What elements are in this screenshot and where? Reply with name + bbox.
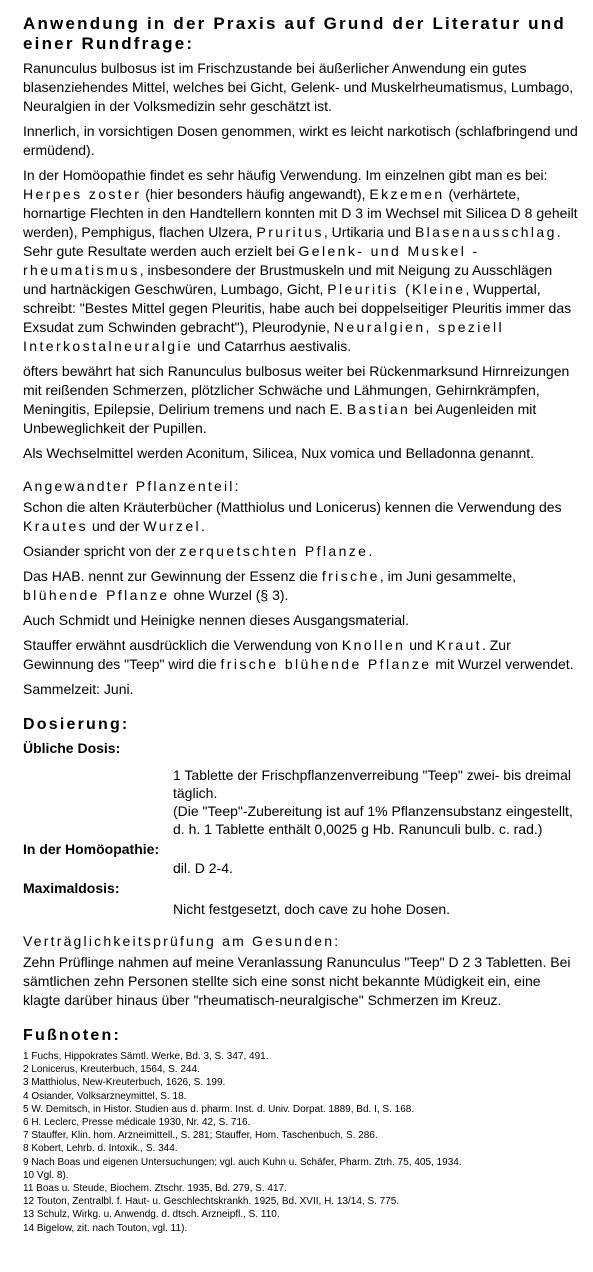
text-run: , insbesondere der Brustmuskeln und mit Neigung zu Ausschlägen und hartnäckigen Geschwüren, Lumbago, Gicht,: [23, 262, 553, 297]
text-run: .: [201, 518, 205, 534]
spaced-term-gelenk-muskelrheumatismus: Gelenk- und Muskel - rheumatismus: [23, 243, 480, 278]
text-run: . Zur Gewinnung des "Teep" wird die: [23, 637, 511, 672]
text-run: Schon die alten Kräuterbücher (Matthiolus und Lonicerus) kennen die Verwendung des: [23, 499, 562, 515]
pflanzenteil-paragraph-6: Sammelzeit: Juni.: [23, 681, 134, 697]
footnote-item: 5 W. Demitsch, in Histor. Studien aus d. pharm. Inst. d. Univ. Dorpat. 1889, Bd. I, S. 168.: [23, 1103, 415, 1115]
spaced-term-wurzel: Wurzel: [143, 518, 202, 534]
footnote-item: 1 Fuchs, Hippokrates Sämtl. Werke, Bd. 3, S. 347, 491.: [23, 1051, 269, 1062]
spaced-term-knollen: Knollen: [341, 637, 406, 653]
footnote-item: 11 Boas u. Steude, Biochem. Ztschr. 1935, Bd. 279, S. 417.: [23, 1183, 287, 1195]
text-run: , im Juni gesammelte,: [379, 568, 517, 584]
dosage-usual: [23, 739, 579, 838]
spaced-term-ekzemen: Ekzemen: [369, 186, 445, 202]
footnote-item: 10 Vgl. 8).: [23, 1169, 69, 1181]
footnote-item: 4 Osiander, Volksarzneymittel, S. 18.: [23, 1090, 187, 1102]
footnote-item: 12 Touton, Zentralbl. f. Haut- u. Geschlechtskrankh. 1925, Bd. XVII, H. 13/14, S. 775.: [23, 1196, 400, 1208]
pflanzenteil-paragraph-4: Auch Schmidt und Heinigke nennen dieses Ausgangsmaterial.: [23, 612, 410, 628]
document-page: [23, 14, 579, 1235]
text-run: und der: [88, 518, 144, 534]
pflanzenteil-paragraph-1: [23, 498, 579, 536]
text-run: und Catarrhus aestivalis.: [193, 338, 352, 354]
praxis-paragraph-3: [23, 166, 579, 356]
dosage-maximum: [23, 879, 579, 918]
praxis-paragraph-4: [23, 362, 579, 438]
text-run: Das HAB. nennt zur Gewinnung der Essenz die: [23, 568, 322, 584]
footnote-item: 14 Bigelow, zit. nach Touton, vgl. 11).: [23, 1222, 188, 1234]
spaced-term-frische: frische: [321, 568, 380, 584]
section-heading-pflanzenteil: Angewandter Pflanzenteil:: [23, 478, 241, 494]
text-run: , Urtikaria und: [323, 224, 415, 240]
footnote-item: 13 Schulz, Wirkg. u. Anwendg. d. dtsch. Arzneipfl., S. 110.: [23, 1209, 280, 1221]
spaced-term-bluehende-pflanze: blühende Pflanze: [23, 587, 170, 603]
spaced-term-neuralgien: Neuralgien, speziell Interkostalneuralgie: [23, 319, 504, 354]
pflanzenteil-paragraph-5: [23, 636, 579, 674]
text-run: Osiander spricht von der: [23, 543, 180, 559]
pflanzenteil-paragraph-3: [23, 567, 579, 605]
section-heading-fussnoten: Fußnoten:: [23, 1027, 121, 1044]
text-run: Stauffer erwähnt ausdrücklich die Verwendung von: [23, 637, 342, 653]
pflanzenteil-paragraph-2: [23, 542, 579, 561]
footnote-list: [23, 1050, 579, 1235]
text-run: . Sehr gute Resultate werden auch erzielt bei: [23, 224, 561, 259]
footnote-item: 9 Nach Boas und eigenen Untersuchungen; vgl. auch Kuhn u. Schäfer, Pharm. Ztrh. 75, 405, 1934.: [23, 1156, 462, 1168]
text-run: und: [405, 637, 437, 653]
vertraeglichkeit-paragraph: Zehn Prüflinge nahmen auf meine Veranlassung Ranunculus "Teep" D 2 3 Tabletten. Bei sämtlichen zehn Personen stellte sich eine sonst nicht bekannte Müdigkeit ein, eine klagte darüber hinaus über "rheumatisch-neuralgische" Schmerzen im Kreuz.: [23, 954, 571, 1008]
text-run: öfters bewährt hat sich Ranunculus bulbosus weiter bei Rückenmarksund Hirnreizungen mit reißenden Schmerzen, plötzlicher Schwäche und Lähmungen, Gehirnkrämpfen, Meningitis, Epilepsie, Delirium tremens und nach E.: [23, 363, 570, 417]
text-run: , Wuppertal, schreibt: "Bestes Mittel gegen Pleuritis, habe auch bei doppelseitiger Pleuritis immer das Exsudat zum Schwinden gebracht"), Pleurodynie,: [23, 281, 572, 335]
spaced-term-frische-bluehende-pflanze: frische blühende Pflanze: [220, 656, 432, 672]
text-run: In der Homöopathie findet es sehr häufig Verwendung. Im einzelnen gibt man es bei:: [23, 167, 548, 183]
dosage-homoeopathy: [23, 840, 579, 877]
praxis-paragraph-1: Ranunculus bulbosus ist im Frischzustande bei äußerlicher Anwendung ein gutes blasenziehendes Mittel, welches bei Gicht, Gelenk- und Muskelrheumatismus, Lumbago, Neuralgien in der Volksmedizin sehr geschätzt ist.: [23, 60, 574, 114]
spaced-term-zerquetschten-pflanze: zerquetschten Pflanze: [179, 543, 369, 559]
text-run: mit Wurzel verwendet.: [431, 656, 574, 672]
praxis-paragraph-5: Als Wechselmittel werden Aconitum, Silicea, Nux vomica und Belladonna genannt.: [23, 445, 535, 461]
spaced-term-pruritus: Pruritus: [256, 224, 324, 240]
dosage-usual-value: 1 Tablette der Frischpflanzenverreibung "Teep" zwei- bis dreimal täglich.: [173, 767, 571, 801]
section-heading-vertraeglichkeit: Verträglichkeitsprüfung am Gesunden:: [23, 933, 341, 949]
spaced-term-bastian: Bastian: [346, 401, 411, 417]
footnote-item: 2 Lonicerus, Kreuterbuch, 1564, S. 244.: [23, 1064, 200, 1076]
spaced-term-pleuritis: Pleuritis (Kleine: [327, 281, 466, 297]
dosage-usual-label: Übliche Dosis:: [23, 740, 121, 756]
dosage-homoeopathy-label: In der Homöopathie:: [23, 841, 160, 857]
dosage-maximum-label: Maximaldosis:: [23, 880, 120, 896]
dosage-homoeopathy-value: dil. D 2-4.: [173, 860, 233, 876]
section-heading-dosierung: Dosierung:: [23, 716, 130, 733]
page-title: Anwendung in der Praxis auf Grund der Literatur und einer Rundfrage:: [23, 14, 566, 53]
text-run: bei Augenleiden mit Unbeweglichkeit der Pupillen.: [23, 401, 537, 436]
text-run: .: [368, 543, 373, 559]
dosage-usual-note: (Die "Teep"-Zubereitung ist auf 1% Pflanzensubstanz eingestellt, d. h. 1 Tablette enthält 0,0025 g Hb. Ranunculi bulb. c. rad.): [173, 803, 573, 837]
spaced-term-kraut: Kraut: [436, 637, 482, 653]
text-run: (verhärtete, hornartige Flechten in den Handtellern konnten mit D 3 im Wechsel mit Silicea D 8 geheilt werden), Pemphigus, flachen Ulzera,: [23, 186, 578, 240]
footnote-item: 7 Stauffer, Klin. hom. Arzneimittell., S. 281; Stauffer, Hom. Taschenbuch, S. 286.: [23, 1130, 378, 1142]
spaced-term-blasenausschlag: Blasenausschlag: [414, 224, 557, 240]
footnote-item: 3 Matthiolus, New-Kreuterbuch, 1626, S. 199.: [23, 1077, 226, 1089]
dosage-maximum-value: Nicht festgesetzt, doch cave zu hohe Dosen.: [173, 901, 451, 917]
praxis-paragraph-2: Innerlich, in vorsichtigen Dosen genommen, wirkt es leicht narkotisch (schlafbringend und ermüdend).: [23, 123, 578, 158]
spaced-term-krautes: Krautes: [23, 518, 89, 534]
footnote-item: 6 H. Leclerc, Presse médicale 1930, Nr. 42, S. 716.: [23, 1117, 251, 1129]
footnote-item: 8 Kobert, Lehrb. d. Intoxik., S. 344.: [23, 1143, 178, 1155]
spaced-term-herpes-zoster: Herpes zoster: [23, 186, 142, 202]
text-run: ohne Wurzel (§ 3).: [169, 587, 289, 603]
text-run: (hier besonders häufig angewandt),: [141, 186, 370, 202]
